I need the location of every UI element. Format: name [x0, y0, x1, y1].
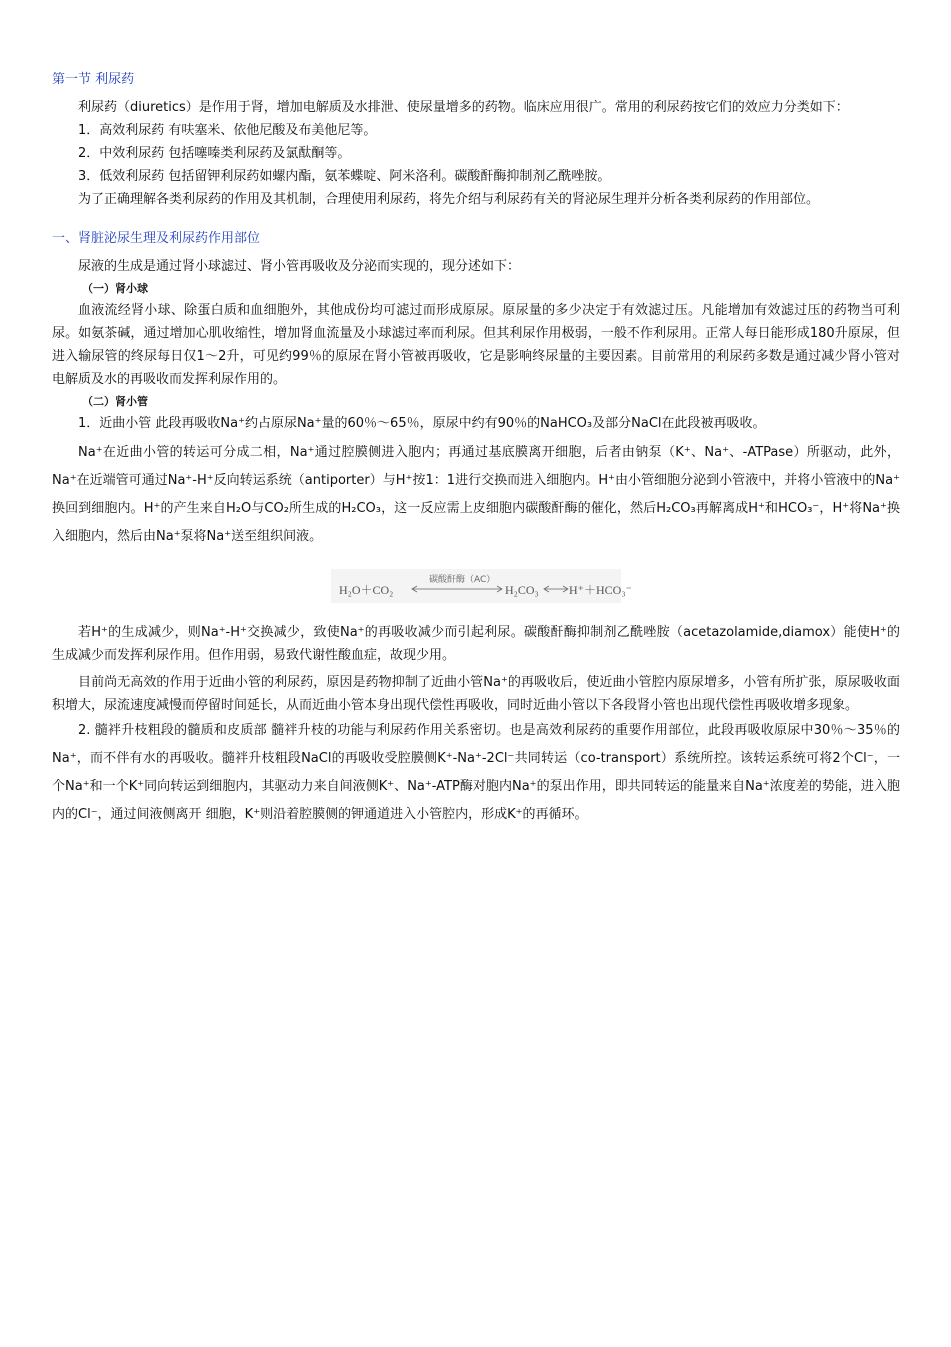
- reaction-formula-figure: [331, 569, 632, 603]
- proximal-tubule-paragraph: 1．近曲小管 此段再吸收Na⁺约占原尿Na⁺量的60％～65％，原尿中约有90％的NaHCO₃及部分NaCl在此段被再吸收。: [78, 416, 766, 431]
- formula-right: H⁺＋HCO₃⁻: [569, 583, 632, 597]
- document-page: [52, 70, 900, 829]
- formula-middle: H₂CO₃: [505, 583, 539, 597]
- class-item-1: 1．高效利尿药 有呋塞米、依他尼酸及布美他尼等。: [78, 123, 377, 138]
- sodium-transport-paragraph: Na⁺在近曲小管的转运可分成二相，Na⁺通过腔膜侧进入胞内；再通过基底膜离开细胞，后者由钠泵（K⁺、Na⁺、-ATPase）所驱动，此外，Na⁺在近端管可通过Na⁺-H⁺反向转运系统（antiporter）与H⁺按1：1进行交换而进入细胞内。H⁺由小管细胞分泌到小管液中，并将小管液中的Na⁺换回到细胞内。H⁺的产生来自H₂O与CO₂所生成的H₂CO₃，这一反应需上皮细胞内碳酸酐酶的催化，然后H₂CO₃再解离成H⁺和HCO₃⁻，H⁺将Na⁺换入细胞内，然后由Na⁺泵将Na⁺送至组织间液。: [52, 445, 900, 544]
- compensation-paragraph: 目前尚无高效的作用于近曲小管的利尿药，原因是药物抑制了近曲小管Na⁺的再吸收后，使近曲小管腔内原尿增多，小管有所扩张，原尿吸收面积增大，尿流速度减慢而停留时间延长，从而近曲小管本身出现代偿性再吸收，同时近曲小管以下各段肾小管也出现代偿性再吸收增多现象。: [52, 675, 900, 713]
- section-title: 一、肾脏泌尿生理及利尿药作用部位: [52, 231, 261, 246]
- reaction-formula: [52, 569, 900, 607]
- formula-left: H₂O＋CO₂: [339, 583, 394, 597]
- intro-paragraph: 利尿药（diuretics）是作用于肾，增加电解质及水排泄、使尿量增多的药物。临床应用很广。常用的利尿药按它们的效应力分类如下：: [78, 100, 849, 115]
- loop-of-henle-paragraph: 2. 髓袢升枝粗段的髓质和皮质部 髓袢升枝的功能与利尿药作用关系密切。也是高效利尿药的重要作用部位，此段再吸收原尿中30％～35％的Na⁺，而不伴有水的再吸收。髓袢升枝粗段NaCl的再吸收受腔膜侧K⁺-Na⁺-2Cl⁻共同转运（co-transport）系统所控。该转运系统可将2个Cl⁻，一个Na⁺和一个K⁺同向转运到细胞内，其驱动力来自间液侧K⁺、Na⁺-ATP酶对胞内Na⁺的泵出作用，即共同转运的能量来自Na⁺浓度差的势能，进入胞内的Cl⁻，通过间液侧离开 细胞，K⁺则沿着腔膜侧的钾通道进入小管腔内，形成K⁺的再循环。: [52, 723, 900, 822]
- intro-paragraph-2: 为了正确理解各类利尿药的作用及其机制，合理使用利尿药，将先介绍与利尿药有关的肾泌尿生理并分析各类利尿药的作用部位。: [78, 192, 820, 207]
- subheading-tubule: （二）肾小管: [82, 395, 148, 408]
- glomerulus-paragraph: 血液流经肾小球、除蛋白质和血细胞外，其他成份均可滤过而形成原尿。原尿量的多少决定于有效滤过压。凡能增加有效滤过压的药物当可利尿。如氨茶碱，通过增加心肌收缩性，增加肾血流量及小球滤过率而利尿。但其利尿作用极弱，一般不作利尿用。正常人每日能形成180升原尿，但进入输尿管的终尿每日仅1～2升，可见约99％的原尿在肾小管被再吸收，它是影响终尿量的主要因素。目前常用的利尿药多数是通过减少肾小管对电解质及水的再吸收而发挥利尿作用的。: [52, 303, 900, 387]
- formula-enzyme: 碳酸酐酶（AC）: [429, 575, 496, 585]
- h-ion-paragraph: 若H⁺的生成减少，则Na⁺-H⁺交换减少，致使Na⁺的再吸收减少而引起利尿。碳酸酐酶抑制剂乙酰唑胺（acetazolamide,diamox）能使H⁺的生成减少而发挥利尿作用。但作用弱，易致代谢性酸血症，故现少用。: [52, 625, 900, 663]
- section-lead: 尿液的生成是通过肾小球滤过、肾小管再吸收及分泌而实现的，现分述如下：: [78, 259, 521, 274]
- chapter-title: 第一节 利尿药: [52, 72, 135, 87]
- class-item-2: 2．中效利尿药 包括噻嗪类利尿药及氯酞酮等。: [78, 146, 351, 161]
- subheading-glomerulus: （一）肾小球: [82, 282, 148, 295]
- class-item-3: 3．低效利尿药 包括留钾利尿药如螺内酯，氨苯蝶啶、阿米洛利。碳酸酐酶抑制剂乙酰唑胺。: [78, 169, 611, 184]
